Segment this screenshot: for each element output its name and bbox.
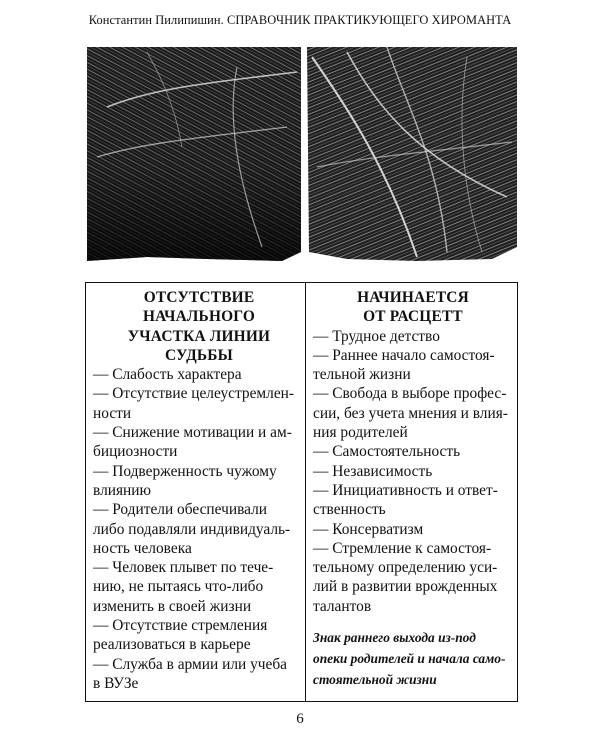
sign-note (313, 627, 513, 690)
list-item: — Человек плывет по тече- (93, 559, 274, 577)
list-item: ности (93, 404, 132, 422)
list-item: — Отсутствие целеустремлен- (93, 385, 295, 403)
right-heading-line: НАЧИНАЕТСЯ (357, 289, 469, 306)
list-item: изменить в своей жизни (93, 597, 252, 615)
list-item: — Инициативность и ответ- (313, 481, 498, 499)
left-heading-line: ОТСУТСТВИЕ (143, 289, 255, 306)
list-item: — Трудное детство (313, 327, 440, 345)
list-item: талантов (313, 597, 372, 615)
list-item: нию, не пытаясь что-либо (93, 578, 264, 596)
note-line: Знак раннего выхода из-под (313, 630, 476, 645)
left-heading-line: УЧАСТКА ЛИНИИ (127, 327, 271, 345)
right-heading-line: ОТ РАСЦЕТТ (363, 308, 463, 326)
list-item: ность человека (93, 539, 192, 557)
comparison-table (85, 282, 518, 702)
list-item: — Служба в армии или учеба (93, 655, 288, 673)
left-column-heading (93, 288, 301, 365)
list-item: реализоваться в карьере (93, 636, 251, 654)
list-item: ственность (313, 501, 386, 519)
list-item: — Слабость характера (93, 366, 242, 384)
list-item: — Самостоятельность (313, 443, 461, 461)
list-item: — Свобода в выборе профес- (313, 385, 507, 403)
list-item: лий в развитии врожденных (313, 578, 498, 596)
right-column-heading (313, 288, 513, 327)
right-column (306, 283, 517, 701)
list-item: либо подавляли индивидуаль- (93, 520, 291, 538)
right-column-list (313, 327, 513, 616)
note-line: опеки родителей и начала само- (313, 651, 506, 666)
list-item: сии, без учета мнения и влия- (313, 404, 508, 422)
list-item: — Раннее начало самостоя- (313, 346, 495, 364)
list-item: ния родителей (313, 424, 408, 442)
list-item: влиянию (93, 481, 152, 499)
left-heading-line: НАЧАЛЬНОГО (142, 308, 256, 326)
left-heading-line: СУДЬБЫ (165, 346, 233, 364)
left-palm-print (87, 47, 301, 261)
list-item: — Стремление к самостоя- (313, 539, 492, 557)
list-item: тельной жизни (313, 366, 411, 384)
list-item: в ВУЗе (93, 674, 139, 692)
list-item: — Подверженность чужому (93, 462, 277, 480)
running-title: Константин Пилипишин. СПРАВОЧНИК ПРАКТИКУЮЩЕГО ХИРОМАНТА (88, 13, 512, 27)
left-column (86, 283, 306, 701)
left-column-list (93, 365, 301, 693)
list-item: — Снижение мотивации и ам- (93, 424, 292, 442)
list-item: — Отсутствие стремления (93, 617, 268, 635)
page-number: 6 (296, 711, 304, 727)
list-item: — Независимость (313, 462, 433, 480)
palm-photographs (87, 47, 517, 267)
list-item: — Родители обеспечивали (93, 501, 268, 519)
right-palm-print (307, 47, 517, 261)
list-item: — Консерватизм (313, 520, 424, 538)
note-line: стоятельной жизни (313, 672, 437, 687)
list-item: тельному определению уси- (313, 559, 498, 577)
list-item: бициозности (93, 443, 178, 461)
